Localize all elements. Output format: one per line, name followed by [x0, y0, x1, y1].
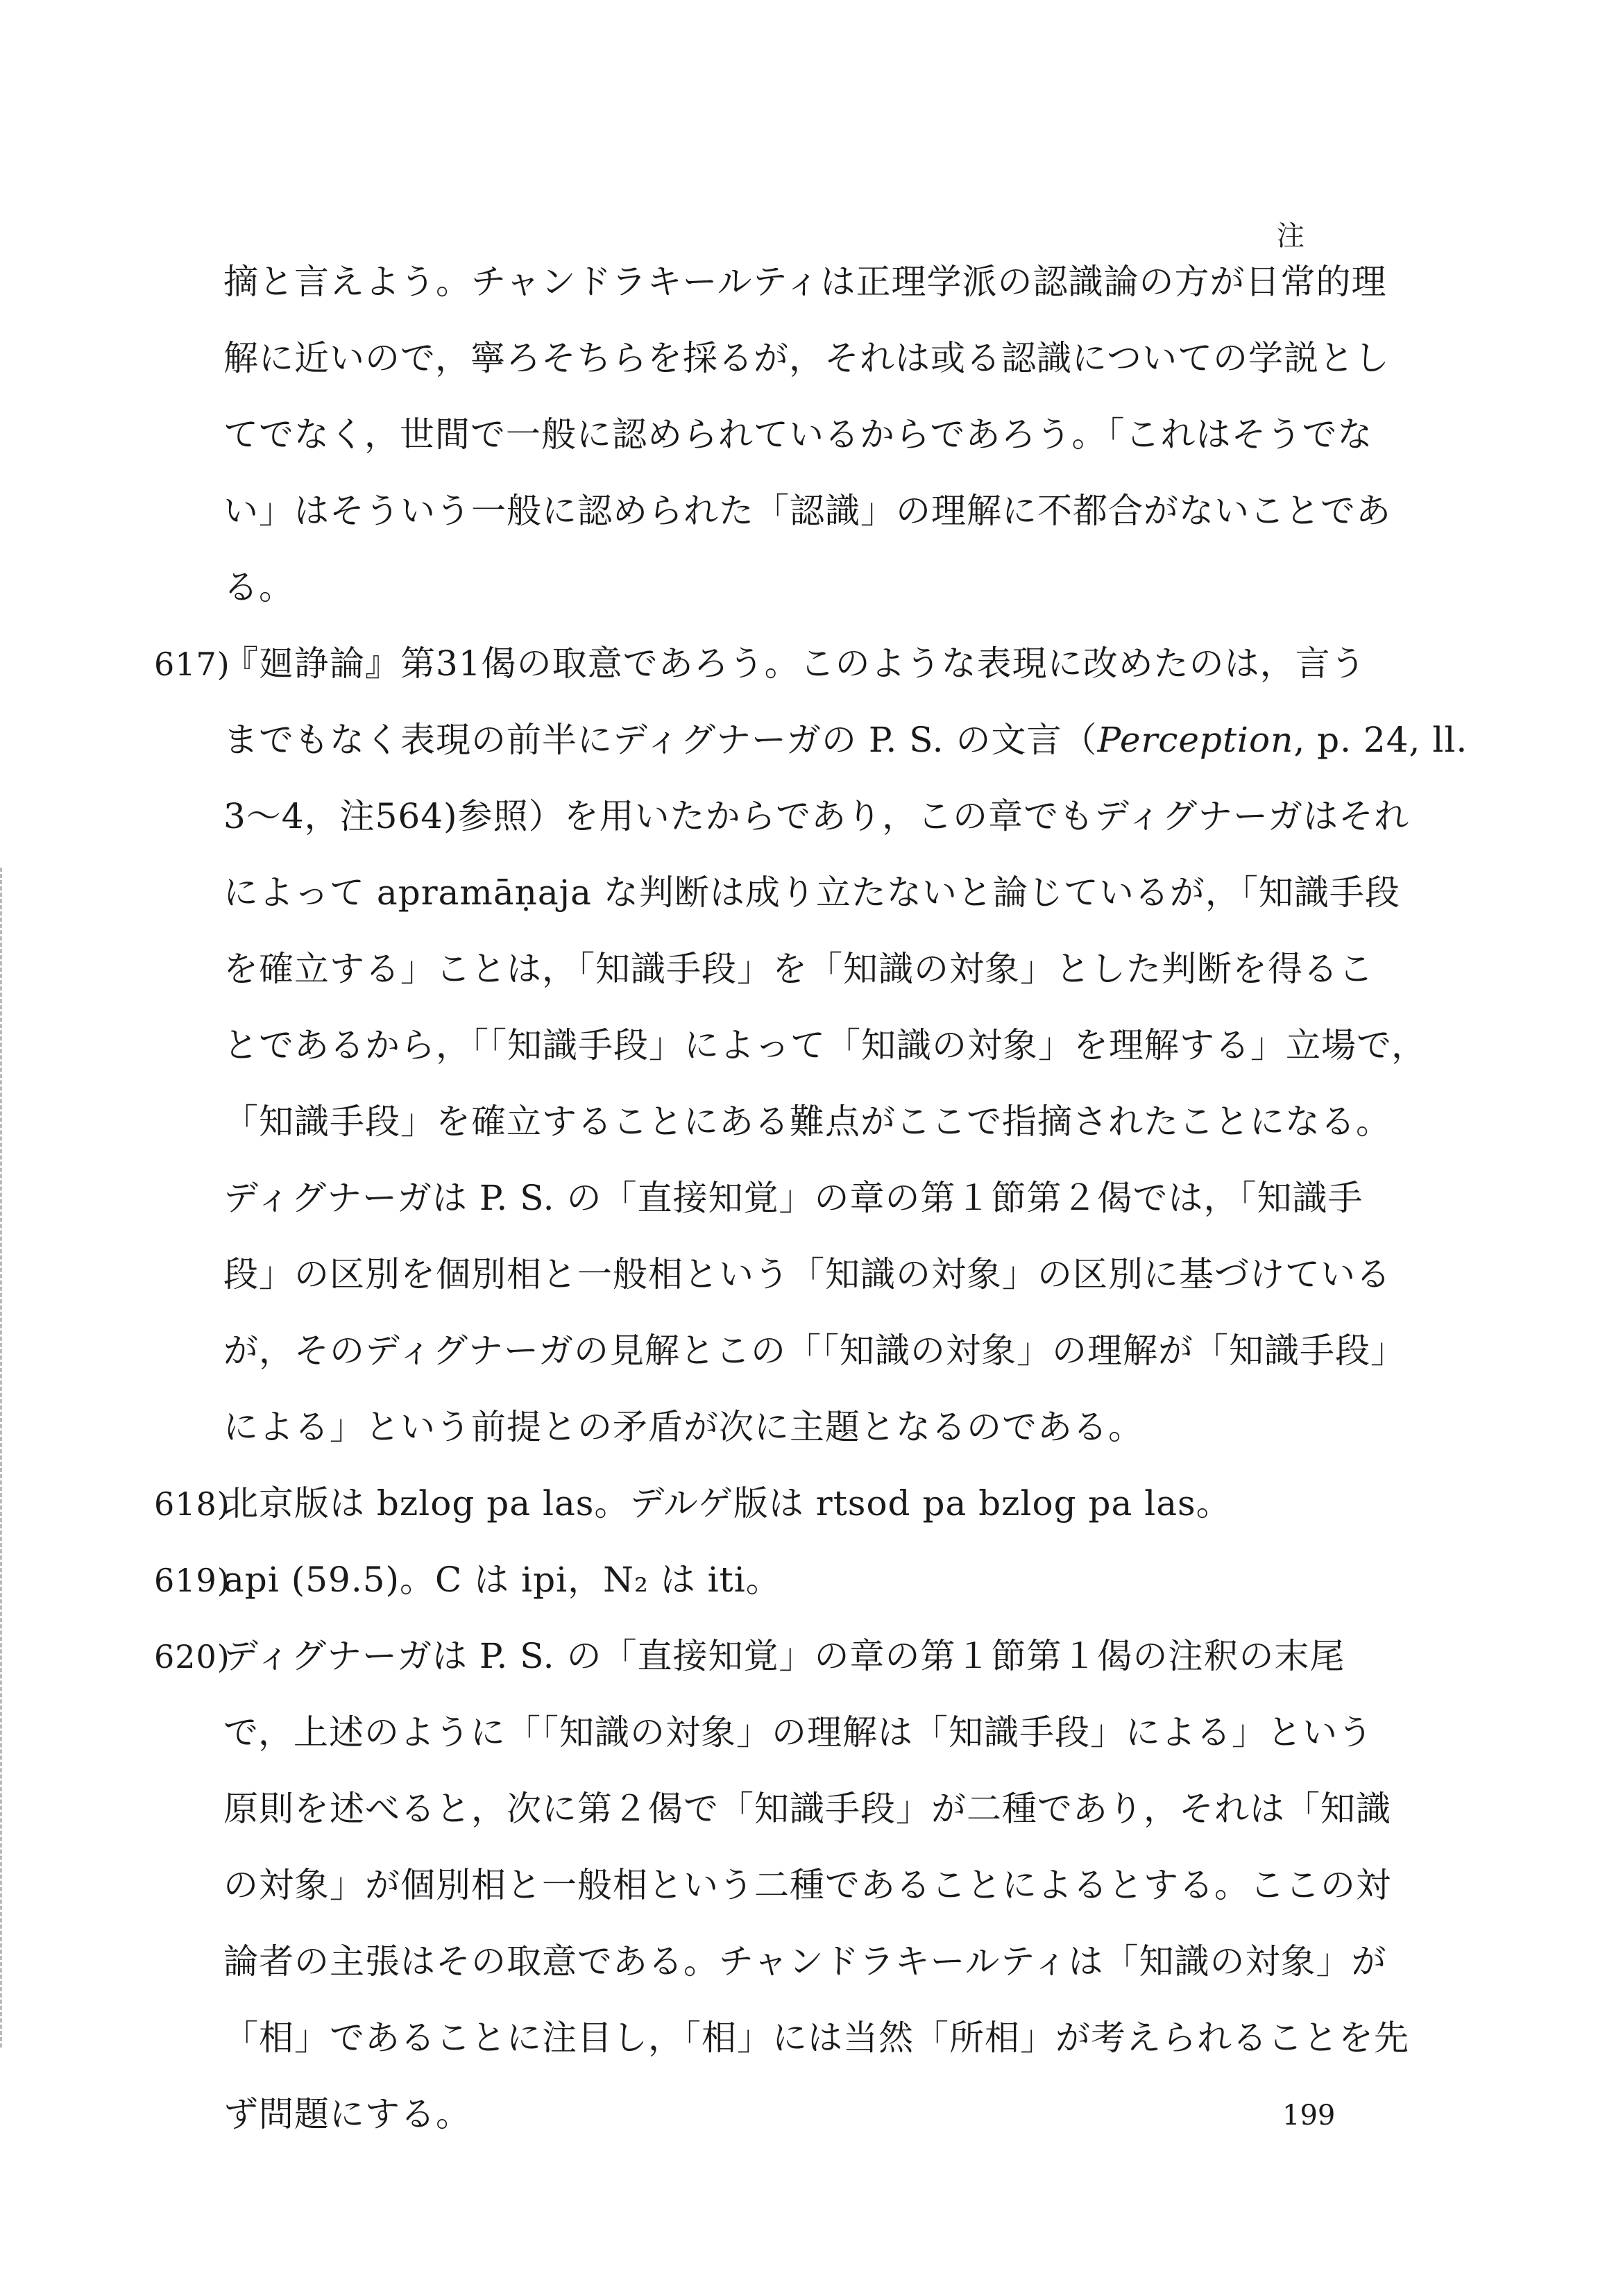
note-617-line: 「知識手段」を確立することにある難点がここで指摘されたことになる。 — [223, 1101, 1391, 1142]
note-620-line: 論者の主張はその取意である。チャンドラキールティは「知識の対象」が — [223, 1941, 1387, 1982]
continuation-line: てでなく，世間で一般に認められているからであろう。「これはそうでな — [223, 414, 1373, 455]
note-617-line: とであるから，「「知識手段」によって「知識の対象」を理解する」立場で， — [223, 1025, 1427, 1065]
page-number: 199 — [1282, 2100, 1336, 2132]
note-617-line: 段」の区別を個別相と一般相という「知識の対象」の区別に基づけている — [223, 1254, 1391, 1294]
note-620-line: 原則を述べると，次に第２偈で「知識手段」が二種であり，それは「知識 — [223, 1789, 1391, 1829]
note-text: 『廻諍論』第31偈の取意であろう。このような表現に改めたのは，言う — [223, 643, 1366, 684]
note-620-line: 「相」であることに注目し，「相」には当然「所相」が考えられることを先 — [223, 2018, 1409, 2058]
continuation-line: 摘と言えよう。チャンドラキールティは正理学派の認識論の方が日常的理 — [223, 262, 1387, 302]
note-617-line: による」という前提との矛盾が次に主題となるのである。 — [223, 1407, 1144, 1447]
note-617-line: によって apramāṇaja な判断は成り立たないと論じているが，「知識手段 — [223, 872, 1400, 913]
note-617-line: が，そのディグナーガの見解とこの「「知識の対象」の理解が「知識手段」 — [223, 1331, 1406, 1371]
note-text: 北京版は bzlog pa las。デルゲ版は rtsod pa bzlog pa las。 — [223, 1483, 1232, 1523]
perception-title: Perception — [1097, 720, 1294, 760]
note-620-line: で，上述のように「「知識の対象」の理解は「知識手段」による」という — [223, 1712, 1373, 1753]
continuation-line: る。 — [223, 567, 294, 607]
note-617-line: を確立する」ことは，「知識手段」を「知識の対象」とした判断を得るこ — [223, 949, 1374, 989]
note-number: 618) — [154, 1485, 230, 1523]
note-text: ディグナーガは P. S. の「直接知覚」の章の第１節第１偈の注釈の末尾 — [223, 1636, 1345, 1676]
note-text: api (59.5)。C は ipi，N₂ は iti。 — [223, 1560, 781, 1600]
note-620-line: の対象」が個別相と一般相という二種であることによるとする。ここの対 — [223, 1865, 1391, 1905]
note-619 — [154, 1559, 781, 1601]
note-617-line: までもなく表現の前半にディグナーガの P. S. の文言（Perception, p. 24, ll. — [223, 720, 1468, 760]
note-618 — [154, 1483, 1232, 1525]
running-head: 注 — [1277, 220, 1306, 252]
scan-edge-artifact — [0, 868, 5, 2048]
note-620-first-line — [154, 1635, 1345, 1678]
note-number: 619) — [154, 1562, 230, 1599]
citation-suffix: , p. 24, ll. — [1293, 720, 1468, 760]
continuation-line: い」はそういう一般に認められた「認識」の理解に不都合がないことであ — [223, 491, 1391, 531]
note-617-first-line — [154, 643, 1366, 685]
continuation-line: 解に近いので，寧ろそちらを採るが，それは或る認識についての学説とし — [223, 338, 1390, 378]
note-620-line: ず問題にする。 — [223, 2094, 471, 2134]
note-number: 617) — [154, 645, 230, 683]
note-number: 620) — [154, 1638, 230, 1675]
note-617-line: 3〜4，注564)参照）を用いたからであり，この章でもディグナーガはそれ — [223, 796, 1410, 836]
note-617-line: ディグナーガは P. S. の「直接知覚」の章の第１節第２偈では，「知識手 — [223, 1178, 1363, 1218]
